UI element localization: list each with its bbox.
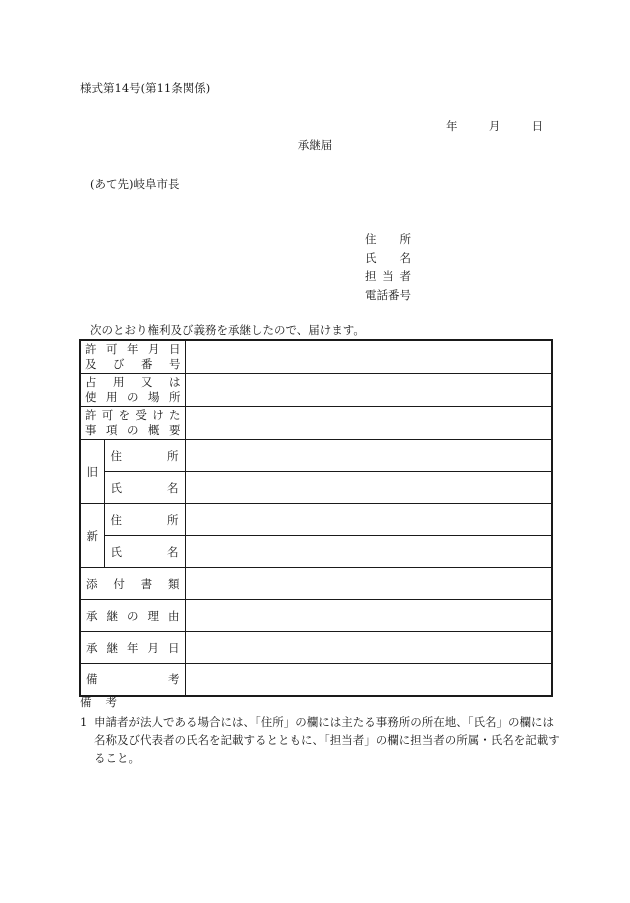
succession-date-field[interactable]	[185, 632, 552, 664]
applicant-address-label: 住 所	[365, 232, 411, 246]
addressee: (あて先)岐阜市長	[90, 177, 180, 191]
occupancy-location-label: 占 用 又 は 使 用 の 場 所	[80, 374, 185, 407]
remarks-field[interactable]	[185, 664, 552, 696]
succession-table	[79, 339, 553, 697]
occupancy-location-field[interactable]	[185, 374, 552, 407]
succession-reason-field[interactable]	[185, 600, 552, 632]
permitted-matter-field[interactable]	[185, 407, 552, 440]
note-number: 1	[80, 715, 88, 729]
statement: 次のとおり権利及び義務を承継したので、届けます。	[90, 323, 365, 337]
permit-date-label: 許 可 年 月 日 及 び 番 号	[80, 340, 185, 374]
remarks-title: 備 考	[80, 695, 117, 709]
permit-date-field[interactable]	[185, 340, 552, 374]
remarks-note	[80, 713, 560, 767]
document-title: 承継届	[297, 138, 333, 152]
old-name-field[interactable]	[185, 472, 552, 504]
date-month-label: 月	[488, 119, 501, 133]
old-address-label: 住 所	[104, 440, 185, 472]
succession-date-label: 承 継 年 月 日	[80, 632, 185, 664]
attachments-label: 添 付 書 類	[80, 568, 185, 600]
note-text: 申請者が法人である場合には、「住所」の欄には主たる事務所の所在地、「氏名」の欄には名称及び代表者の氏名を記載するとともに、「担当者」の欄に担当者の所属・氏名を記載すること。	[94, 715, 560, 765]
applicant-name-label: 氏 名	[365, 251, 411, 265]
new-address-label: 住 所	[104, 504, 185, 536]
old-name-label: 氏 名	[104, 472, 185, 504]
old-group-label: 旧	[80, 440, 104, 504]
new-name-label: 氏 名	[104, 536, 185, 568]
applicant-contact-label: 担 当 者	[365, 269, 411, 283]
form-number: 様式第14号(第11条関係)	[80, 81, 211, 95]
succession-reason-label: 承 継 の 理 由	[80, 600, 185, 632]
attachments-field[interactable]	[185, 568, 552, 600]
date-day-label: 日	[531, 119, 544, 133]
new-group-label: 新	[80, 504, 104, 568]
old-address-field[interactable]	[185, 440, 552, 472]
applicant-phone-label: 電話番号	[365, 288, 411, 302]
date-year-label: 年	[446, 119, 458, 133]
new-address-field[interactable]	[185, 504, 552, 536]
permitted-matter-label: 許 可 を 受 け た 事 項 の 概 要	[80, 407, 185, 440]
new-name-field[interactable]	[185, 536, 552, 568]
date-line	[446, 118, 543, 134]
remarks-row-label: 備 考	[80, 664, 185, 696]
